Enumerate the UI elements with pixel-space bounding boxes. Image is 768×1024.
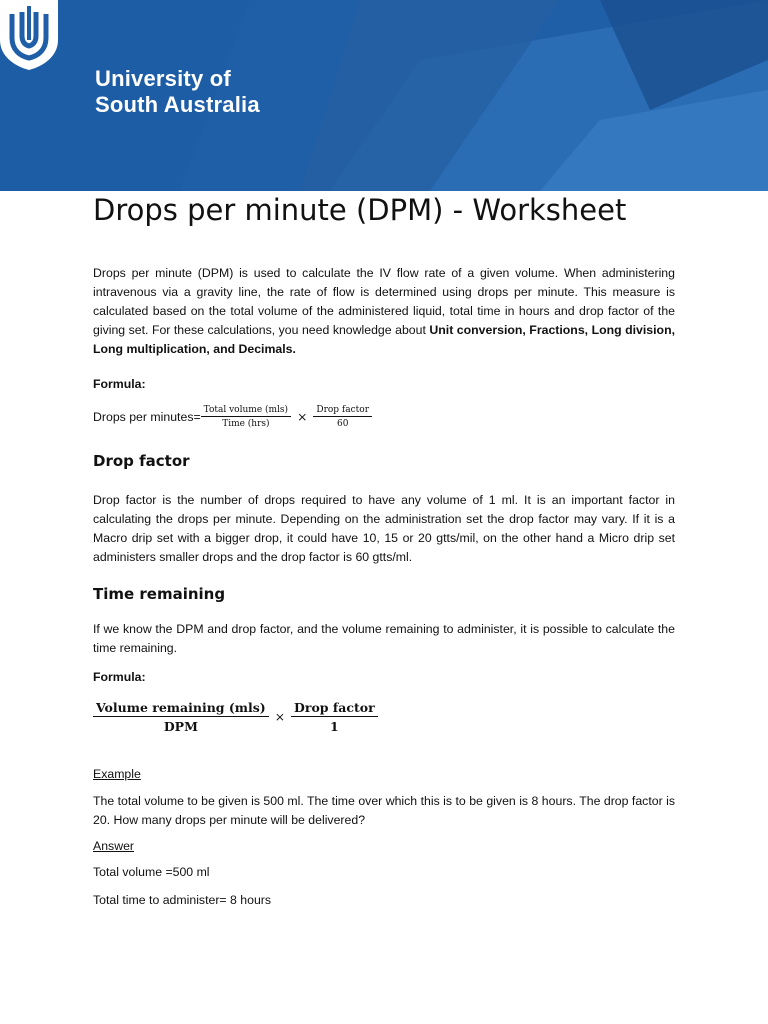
answer-line1: Total volume =500 ml bbox=[93, 865, 210, 879]
header-banner bbox=[0, 0, 768, 191]
formula2-den1: DPM bbox=[163, 719, 198, 734]
university-name-line2: South Australia bbox=[95, 92, 260, 117]
formula2 bbox=[93, 700, 378, 734]
university-name bbox=[95, 66, 260, 118]
example-label: Example bbox=[93, 767, 141, 781]
formula2-den2: 1 bbox=[330, 719, 339, 734]
time-remaining-paragraph: If we know the DPM and drop factor, and the volume remaining to administer, it is possible to calculate the time remaining. bbox=[93, 622, 675, 655]
formula1-lhs: Drops per minutes= bbox=[93, 410, 201, 424]
formula1-den1: Time (hrs) bbox=[222, 419, 270, 429]
formula2-num1: Volume remaining (mls) bbox=[93, 700, 269, 717]
answer-label: Answer bbox=[93, 839, 135, 853]
formula2-fraction1 bbox=[93, 700, 269, 734]
heading-time-remaining: Time remaining bbox=[93, 585, 226, 603]
formula2-label: Formula: bbox=[93, 670, 146, 684]
formula1-num2: Drop factor bbox=[313, 405, 372, 417]
formula1-den2: 60 bbox=[336, 419, 349, 429]
formula1-times: × bbox=[297, 410, 308, 424]
formula1-label: Formula: bbox=[93, 377, 146, 391]
answer-line2: Total time to administer= 8 hours bbox=[93, 893, 272, 907]
drop-factor-paragraph: Drop factor is the number of drops required to have any volume of 1 ml. It is an important factor in calculating the drops per minute. Depending on the administration set the drop factor may vary. If it is a Macro drip set with a bigger drop, it could have 10, 15 or 20 gtts/mil, on the other hand a Micro drip set administers smaller drops and the drop factor is 60 gtts/ml. bbox=[93, 493, 675, 564]
heading-drop-factor: Drop factor bbox=[93, 452, 190, 470]
formula2-times: × bbox=[274, 710, 286, 724]
university-name-line1: University of bbox=[95, 66, 231, 91]
formula2-num2: Drop factor bbox=[291, 700, 378, 717]
formula1-fraction1 bbox=[201, 405, 291, 429]
intro-text: Drops per minute (DPM) is used to calculate the IV flow rate of a given volume. When administering intravenous via a gravity line, the rate of flow is determined using drops per minute. This measure is calculated based on the total volume of the administered liquid, total time in hours and drop factor of the giving set. For these calculations, you need knowledge about bbox=[93, 266, 675, 337]
intro-bold-topics: Unit conversion, Fractions, Long division, Long multiplication, and Decimals. bbox=[93, 323, 675, 356]
formula1 bbox=[93, 405, 372, 429]
page-title: Drops per minute (DPM) - Worksheet bbox=[93, 193, 627, 227]
formula1-num1: Total volume (mls) bbox=[201, 405, 291, 417]
university-shield-icon bbox=[0, 0, 60, 70]
formula1-fraction2 bbox=[313, 405, 372, 429]
intro-paragraph bbox=[93, 264, 675, 359]
formula2-fraction2 bbox=[291, 700, 378, 734]
example-paragraph: The total volume to be given is 500 ml. The time over which this is to be given is 8 hours. The drop factor is 20. How many drops per minute will be delivered? bbox=[93, 794, 675, 827]
